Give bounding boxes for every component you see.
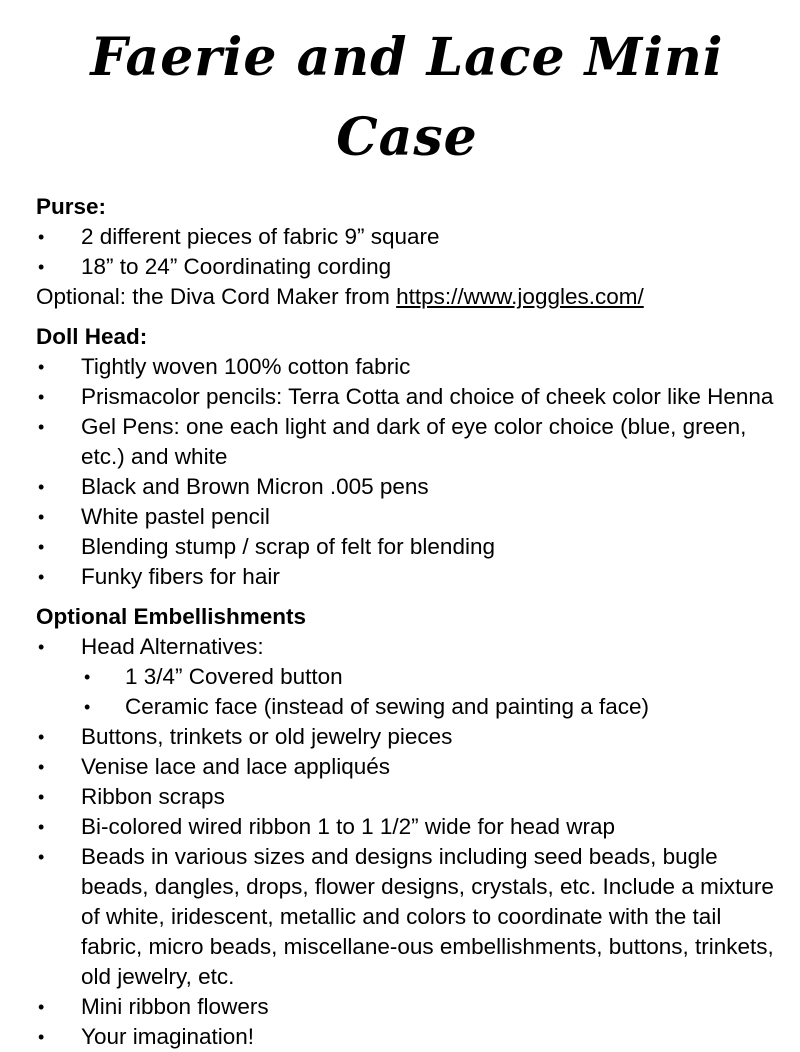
- list-item: [36, 782, 778, 812]
- list-item: [36, 562, 778, 592]
- sub-list-item: [36, 692, 778, 722]
- bullet-icon: •: [38, 727, 45, 747]
- list-item: [36, 722, 778, 752]
- list-item-text: Beads in various sizes and designs including seed beads, bugle beads, dangles, drops, flower designs, crystals, etc. Include a mixture of white, iridescent, metallic and colors to coordinate with the tail fabric, micro beads, miscellane-ous embellishments, buttons, trinkets, old jewelry, etc.: [81, 844, 774, 989]
- list-item: [36, 502, 778, 532]
- list-item: [36, 1022, 778, 1052]
- list-item-text: Black and Brown Micron .005 pens: [81, 474, 429, 499]
- list-item: [36, 472, 778, 502]
- list-item-text: Bi-colored wired ribbon 1 to 1 1/2” wide for head wrap: [81, 814, 616, 839]
- list-item-text: Ribbon scraps: [81, 784, 225, 809]
- bullet-icon: •: [38, 1027, 45, 1047]
- list-item-text: Your imagination!: [81, 1024, 255, 1049]
- list-item-text: Tightly woven 100% cotton fabric: [81, 354, 411, 379]
- purse-list: [36, 222, 778, 282]
- bullet-icon: •: [38, 817, 45, 837]
- bullet-icon: •: [38, 417, 45, 437]
- embellishments-section: [36, 602, 778, 1052]
- purse-heading: Purse:: [36, 194, 107, 219]
- purse-optional-text: Optional: the Diva Cord Maker from: [36, 284, 397, 309]
- list-item-text: 1 3/4” Covered button: [125, 664, 343, 689]
- list-item: [36, 812, 778, 842]
- list-item: [36, 412, 778, 472]
- list-item-text: Prismacolor pencils: Terra Cotta and choice of cheek color like Henna: [81, 384, 774, 409]
- list-item-text: White pastel pencil: [81, 504, 270, 529]
- list-item-text: Funky fibers for hair: [81, 564, 280, 589]
- list-item: [36, 532, 778, 562]
- doll-head-heading: Doll Head:: [36, 324, 148, 349]
- head-alternatives-list: [81, 662, 778, 722]
- list-item: [36, 352, 778, 382]
- list-item-text: Ceramic face (instead of sewing and painting a face): [125, 694, 650, 719]
- list-item-text: 18” to 24” Coordinating cording: [81, 254, 392, 279]
- list-item: [36, 992, 778, 1022]
- bullet-icon: •: [38, 757, 45, 777]
- bullet-icon: •: [38, 787, 45, 807]
- bullet-icon: •: [38, 847, 45, 867]
- bullet-icon: •: [38, 507, 45, 527]
- list-item: [36, 752, 778, 782]
- list-item-text: Buttons, trinkets or old jewelry pieces: [81, 724, 453, 749]
- doll-head-list: [36, 352, 778, 592]
- bullet-icon: •: [38, 537, 45, 557]
- list-item-text: Blending stump / scrap of felt for blending: [81, 534, 495, 559]
- bullet-icon: •: [38, 387, 45, 407]
- bullet-icon: •: [84, 667, 91, 687]
- bullet-icon: •: [38, 637, 45, 657]
- bullet-icon: •: [38, 997, 45, 1017]
- list-item: [36, 382, 778, 412]
- bullet-icon: •: [84, 697, 91, 717]
- purse-section: [36, 192, 778, 312]
- document-title: Faerie and Lace Mini Case: [90, 27, 724, 168]
- list-item-text: Mini ribbon flowers: [81, 994, 269, 1019]
- joggles-link[interactable]: https://www.joggles.com/: [396, 284, 644, 309]
- bullet-icon: •: [38, 357, 45, 377]
- bullet-icon: •: [38, 257, 45, 277]
- sub-list-item: [36, 662, 778, 692]
- bullet-icon: •: [38, 227, 45, 247]
- embellishments-heading: Optional Embellishments: [36, 604, 307, 629]
- list-item-text: 2 different pieces of fabric 9” square: [81, 224, 440, 249]
- list-item-text: Head Alternatives:: [81, 634, 264, 659]
- list-item: [36, 222, 778, 252]
- list-item-text: Venise lace and lace appliqués: [81, 754, 390, 779]
- list-item: [36, 632, 778, 722]
- purse-optional-line: [36, 282, 778, 312]
- bullet-icon: •: [38, 477, 45, 497]
- embellishments-list: [36, 632, 778, 1052]
- list-item: [36, 252, 778, 282]
- list-item: [36, 842, 778, 992]
- bullet-icon: •: [38, 567, 45, 587]
- list-item-text: Gel Pens: one each light and dark of eye color choice (blue, green, etc.) and white: [81, 414, 747, 469]
- doll-head-section: [36, 322, 778, 592]
